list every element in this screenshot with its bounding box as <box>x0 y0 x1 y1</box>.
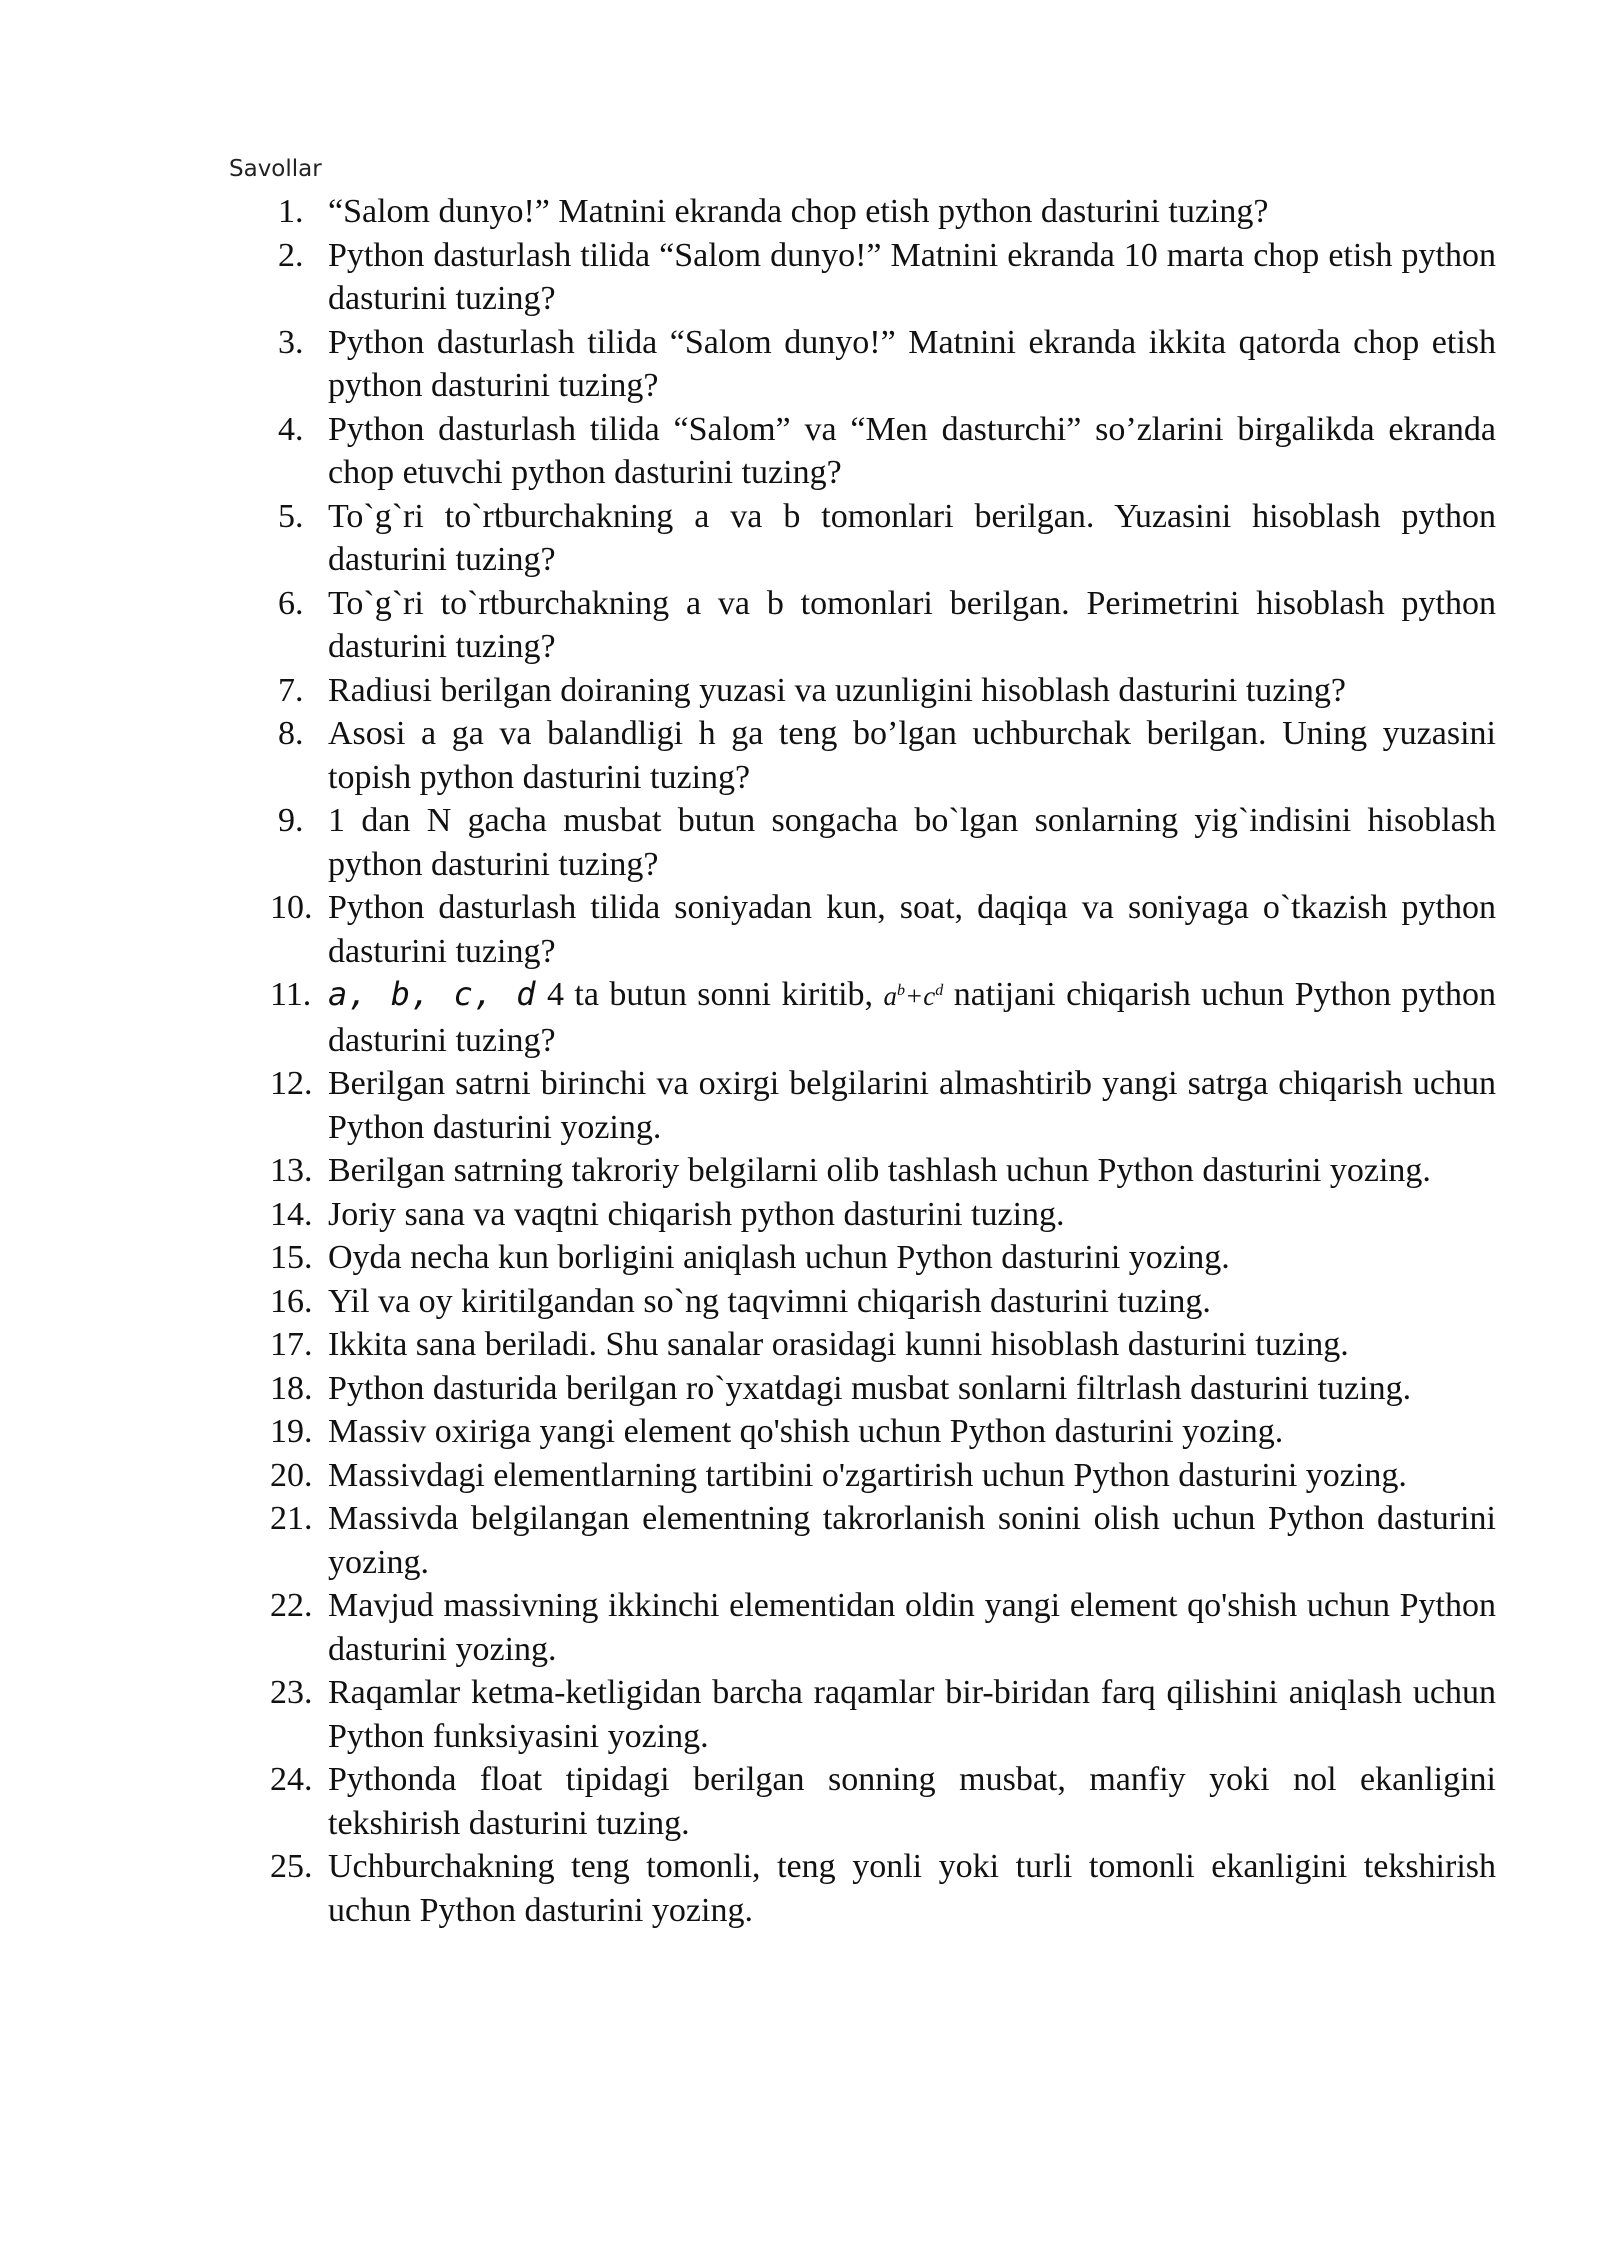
list-item <box>270 234 1496 321</box>
item-number: 1. <box>278 193 304 230</box>
list-item <box>270 1497 1496 1584</box>
item-text: Pythonda float tipidagi berilgan sonning musbat, manfiy yoki nol ekanligini tekshirish dasturini tuzing. <box>328 1761 1496 1842</box>
item-number: 18. <box>270 1369 313 1407</box>
item-text: Python dasturlash tilida soniyadan kun, soat, daqiqa va soniyaga o`tkazish python dasturini tuzing? <box>328 889 1496 970</box>
item-number: 24. <box>270 1761 313 1798</box>
item-number: 8. <box>278 715 304 752</box>
list-item <box>270 582 1496 669</box>
item-text: Radiusi berilgan doiraning yuzasi va uzunligini hisoblash dasturini tuzing? <box>328 671 1346 709</box>
list-item <box>270 1280 1496 1324</box>
item-text: Oyda necha kun borligini aniqlash uchun Python dasturini yozing. <box>328 1239 1230 1276</box>
item-number: 19. <box>270 1413 313 1450</box>
item-text: Python dasturlash tilida “Salom dunyo!” Matnini ekranda ikkita qatorda chop etish python dasturini tuzing? <box>328 323 1496 404</box>
list-item <box>270 1845 1496 1932</box>
item-text-before: 4 ta butun sonni kiritib, <box>536 976 884 1013</box>
item-number: 23. <box>270 1674 313 1711</box>
list-item <box>270 1236 1496 1280</box>
list-item-formula <box>270 973 1496 1062</box>
list-item <box>270 799 1496 886</box>
question-list <box>270 190 1496 1932</box>
formula-plus: + <box>905 981 924 1011</box>
item-text: To`g`ri to`rtburchakning a va b tomonlari berilgan. Perimetrini hisoblash python dasturini tuzing? <box>328 584 1496 665</box>
formula-base-a: a <box>883 981 898 1011</box>
item-text-after: natijani chiqarish uchun Python python dasturini tuzing? <box>328 976 1496 1059</box>
list-item <box>270 1410 1496 1454</box>
item-number: 6. <box>278 584 304 622</box>
item-text: “Salom dunyo!” Matnini ekranda chop etish python dasturini tuzing? <box>328 193 1269 230</box>
item-text: Berilgan satrning takroriy belgilarni olib tashlash uchun Python dasturini yozing. <box>328 1152 1431 1189</box>
list-item <box>270 190 1496 234</box>
item-number: 12. <box>270 1065 313 1102</box>
item-text: 1 dan N gacha musbat butun songacha bo`lgan sonlarning yig`indisini hisoblash python dasturini tuzing? <box>328 802 1496 883</box>
list-item <box>270 886 1496 973</box>
list-item <box>270 1367 1496 1411</box>
item-text: Mavjud massivning ikkinchi elementidan oldin yangi element qo'shish uchun Python dasturini yozing. <box>328 1587 1496 1668</box>
item-number: 7. <box>278 671 304 709</box>
list-item <box>270 1758 1496 1845</box>
list-item <box>270 1584 1496 1671</box>
item-number: 21. <box>270 1500 313 1537</box>
list-item <box>270 408 1496 495</box>
math-formula <box>884 981 944 1011</box>
item-number: 5. <box>278 497 304 535</box>
item-text: Yil va oy kiritilgandan so`ng taqvimni chiqarish dasturini tuzing. <box>328 1282 1211 1320</box>
item-number: 17. <box>270 1326 313 1363</box>
item-number: 14. <box>270 1195 313 1233</box>
item-text: Massiv oxiriga yangi element qo'shish uchun Python dasturini yozing. <box>328 1413 1284 1450</box>
page-heading: Savollar <box>229 156 322 182</box>
item-number: 3. <box>278 323 304 361</box>
item-number: 22. <box>270 1587 313 1624</box>
list-item <box>270 1193 1496 1237</box>
item-text: Massivda belgilangan elementning takrorlanish sonini olish uchun Python dasturini yozing. <box>328 1500 1496 1581</box>
list-item <box>270 1149 1496 1193</box>
list-item <box>270 321 1496 408</box>
formula-exp-d: d <box>935 982 944 999</box>
item-text: Raqamlar ketma-ketligidan barcha raqamlar bir-biridan farq qilishini aniqlash uchun Python funksiyasini yozing. <box>328 1674 1496 1755</box>
item-number: 16. <box>270 1282 313 1320</box>
item-number: 11. <box>270 976 312 1013</box>
formula-exp-b: b <box>897 982 906 999</box>
item-text: Berilgan satrni birinchi va oxirgi belgilarini almashtirib yangi satrga chiqarish uchun Python dasturini yozing. <box>328 1065 1496 1146</box>
item-text: Asosi a ga va balandligi h ga teng bo’lgan uchburchak berilgan. Uning yuzasini topish python dasturini tuzing? <box>328 715 1496 796</box>
list-item <box>270 1062 1496 1149</box>
list-item <box>270 1323 1496 1367</box>
item-number: 20. <box>270 1456 313 1494</box>
item-text: Uchburchakning teng tomonli, teng yonli yoki turli tomonli ekanligini tekshirish uchun Python dasturini yozing. <box>328 1848 1496 1929</box>
list-item <box>270 1671 1496 1758</box>
item-text: Python dasturida berilgan ro`yxatdagi musbat sonlarni filtrlash dasturini tuzing. <box>328 1369 1412 1407</box>
item-text: Python dasturlash tilida “Salom dunyo!” Matnini ekranda 10 marta chop etish python dasturini tuzing? <box>328 236 1496 317</box>
list-item <box>270 712 1496 799</box>
math-variables: a, b, c, d <box>328 975 537 1013</box>
item-number: 10. <box>270 889 313 926</box>
item-text: Joriy sana va vaqtni chiqarish python dasturini tuzing. <box>328 1195 1065 1233</box>
item-number: 2. <box>278 236 304 274</box>
item-number: 15. <box>270 1239 313 1276</box>
item-number: 9. <box>278 802 304 839</box>
item-number: 25. <box>270 1848 313 1885</box>
item-number: 4. <box>278 410 304 448</box>
item-number: 13. <box>270 1152 313 1189</box>
item-text: To`g`ri to`rtburchakning a va b tomonlari berilgan. Yuzasini hisoblash python dasturini tuzing? <box>328 497 1496 578</box>
item-text: Ikkita sana beriladi. Shu sanalar orasidagi kunni hisoblash dasturini tuzing. <box>328 1326 1349 1363</box>
item-text: Python dasturlash tilida “Salom” va “Men dasturchi” so’zlarini birgalikda ekranda chop etuvchi python dasturini tuzing? <box>328 410 1496 491</box>
item-text: Massivdagi elementlarning tartibini o'zgartirish uchun Python dasturini yozing. <box>328 1456 1407 1494</box>
list-item <box>270 1454 1496 1498</box>
list-item <box>270 669 1496 713</box>
list-item <box>270 495 1496 582</box>
formula-base-c: c <box>923 981 936 1011</box>
